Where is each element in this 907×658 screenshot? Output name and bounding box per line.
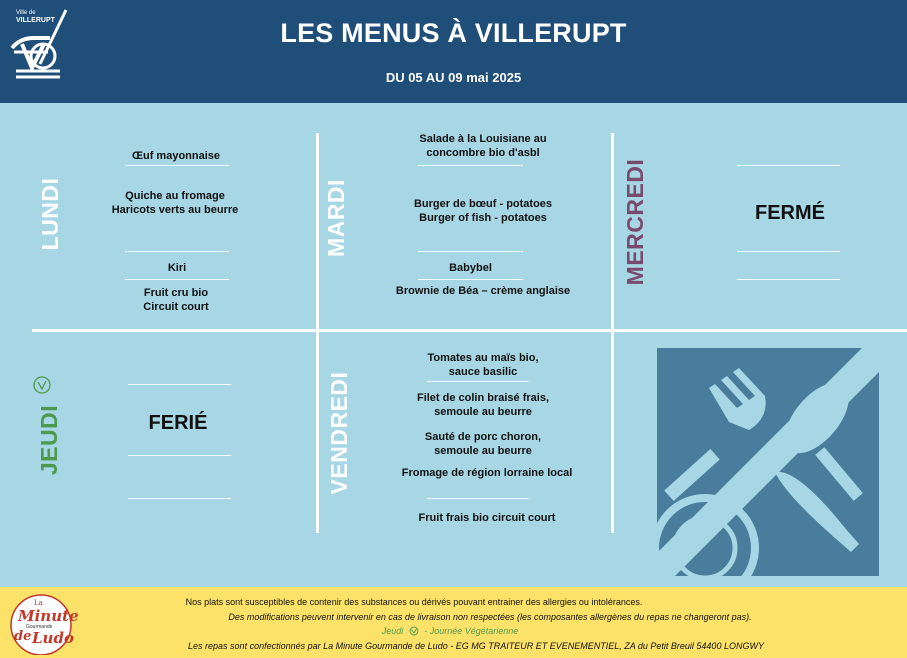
leaf-icon [33,376,51,394]
caterer-logo-line1: La [34,599,43,607]
logo-line1: Ville de [16,10,36,16]
allergy-notice: Nos plats sont susceptibles de contenir des substances ou dérivés pouvant entrainer des allergies ou intolérances. [185,597,643,607]
separator [737,279,840,280]
separator [418,165,523,166]
dish-item: Babybel [449,262,492,274]
separator [125,279,229,280]
dish-item: Kiri [167,262,187,274]
caterer-logo-line4: de [14,629,32,644]
caterer-info: Les repas sont confectionnés par La Minute Gourmande de Ludo - EG MG TRAITEUR ET EVENEMENTIEL, ZA du Petit Breuil 54400 LONGWY [188,641,764,651]
separator [125,165,229,166]
dish-item: Quiche au fromage Haricots verts au beurre [111,190,239,216]
dish-item: Fruit frais bio circuit court [418,512,556,524]
header [0,0,907,103]
day-label-mardi: MARDI [323,179,349,257]
dish-item: Brownie de Béa – crème anglaise [395,285,571,297]
separator [418,279,523,280]
cutlery-plate-icon [657,348,879,576]
separator [418,251,523,252]
separator [427,381,530,382]
page-title: LES MENUS À VILLERUPT [280,18,627,48]
grid-divider [316,133,319,533]
dish-item: Fromage de région lorraine local [401,467,573,479]
vegetarian-legend [50,626,850,636]
dish-item: Salade à la Louisiane au concombre bio d'asbl [419,133,547,159]
caterer-logo-line2: Minute [18,607,79,625]
dish-item: Filet de colin braisé frais, semoule au beurre [416,392,550,418]
dish-item: Tomates au maïs bio, sauce basilic [427,352,539,378]
closed-status: FERMÉ [755,202,825,224]
legend-day: Jeudi [381,626,404,636]
day-label-jeudi: JEUDI [36,404,62,476]
caterer-logo-line3: Gourmande [26,624,53,630]
separator [427,498,530,499]
day-label-vendredi: VENDREDI [326,371,352,495]
separator [128,498,231,499]
caterer-logo-line5: Ludo [32,629,74,647]
separator [128,455,231,456]
day-label-mercredi: MERCREDI [622,158,648,286]
day-label-lundi: LUNDI [37,177,63,251]
separator [125,251,229,252]
leaf-icon [408,626,420,636]
dish-item: Œuf mayonnaise [131,150,221,162]
dish-item: Burger de bœuf - potatoes Burger of fish - potatoes [413,198,553,224]
grid-divider [32,329,907,332]
modification-notice: Des modifications peuvent intervenir en cas de livraison non respectées (les composantes allergènes du repas ne changeront pas). [228,612,752,622]
legend-text: - Journée Végétarienne [424,626,519,636]
separator [128,384,231,385]
footer [0,587,907,658]
dish-item: Sauté de porc choron, semoule au beurre [424,431,542,457]
date-range: DU 05 AU 09 mai 2025 [385,70,522,85]
logo-line2: VILLERUPT [16,17,55,24]
separator [737,251,840,252]
separator [737,165,840,166]
dish-item: Fruit cru bio Circuit court [143,287,209,313]
holiday-status: FERIÉ [148,412,208,434]
